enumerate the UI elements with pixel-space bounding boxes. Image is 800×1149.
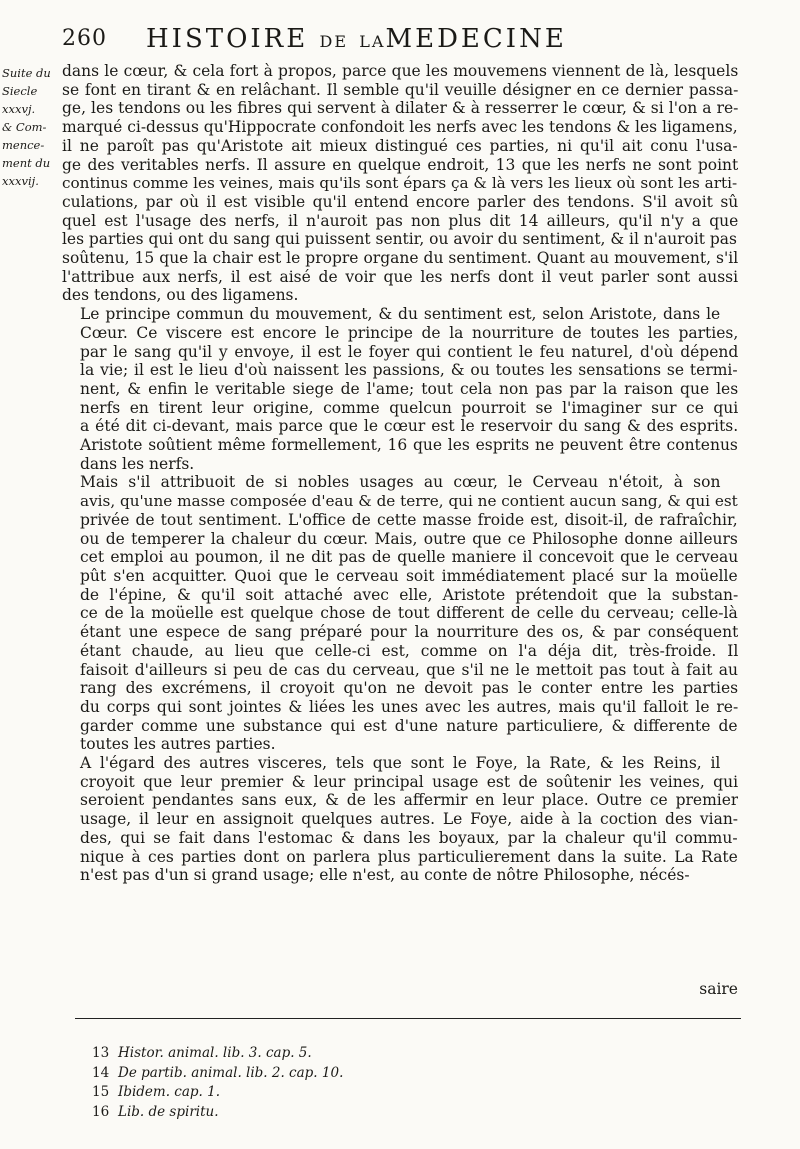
footnote: [92, 1064, 592, 1084]
footnote-number: 16: [92, 1103, 110, 1120]
footnote-number: 15: [92, 1084, 110, 1100]
footnote-text: Histor. animal. lib. 3. cap. 5.: [118, 1045, 312, 1061]
text-line: croyoit que leur premier & leur principal usage est de soûtenir les veines, qui: [80, 772, 738, 791]
footnote: [92, 1044, 592, 1064]
text-line: Aristote soûtient même formellement, 16 que les esprits ne peuvent être contenus: [80, 436, 738, 455]
text-line: n'est pas d'un si grand usage; elle n'est, au conte de nôtre Philosophe, nécés-: [80, 866, 690, 885]
margin-note-line: ment du: [2, 156, 51, 170]
margin-note-line: xxxvij.: [2, 174, 39, 188]
text-line: ce de la moüelle est quelque chose de tout different de celle du cerveau; celle-là: [80, 604, 738, 623]
paragraph: [62, 473, 738, 754]
body-text: [62, 62, 738, 1000]
text-line: pût s'en acquitter. Quoi que le cerveau soit immédiatement placé sur la moüelle: [80, 566, 738, 585]
text-line: soûtenu, 15 que la chair est le propre organe du sentiment. Quant au mouvement, s'il: [62, 249, 738, 268]
text-line: ou de temperer la chaleur du cœur. Mais, outre que ce Philosophe donne ailleurs: [80, 529, 738, 548]
text-line: cet emploi au poumon, il ne dit pas de quelle maniere il concevoit que le cerveau: [80, 548, 738, 567]
footnote-number: 14: [92, 1064, 110, 1081]
text-line: faisoit d'ailleurs si peu de cas du cerveau, que s'il ne le mettoit pas tout à fait au: [80, 660, 738, 679]
margin-note-line: mence-: [2, 138, 45, 152]
text-line: toutes les autres parties.: [80, 735, 276, 754]
text-line: se font en tirant & en relâchant. Il semble qu'il veuille désigner en ce dernier passa-: [62, 80, 738, 99]
running-title-word: MEDECINE: [385, 24, 567, 54]
text-line: l'attribue aux nerfs, il est aisé de voir que les nerfs dont il veut parler sont aussi: [62, 267, 738, 286]
running-title-word: HISTOIRE: [146, 24, 309, 54]
text-line: avis, qu'une masse composée d'eau & de terre, qui ne contient aucun sang, & qui est: [80, 492, 738, 511]
running-title-word: DE: [319, 32, 349, 51]
text-line: étant chaude, au lieu que celle-ci est, comme on l'a déja dit, très-froide. Il: [80, 641, 738, 660]
text-line: a été dit ci-devant, mais parce que le cœur est le reservoir du sang & des esprits.: [80, 417, 738, 436]
text-line: culations, par où il est visible qu'il entend encore parler des tendons. S'il avoit sû: [62, 192, 738, 211]
text-line: ge, les tendons ou les fibres qui servent à dilater & à resserrer le cœur, & si l'on a re-: [62, 99, 738, 118]
text-line: par le sang qu'il y envoye, il est le foyer qui contient le feu naturel, d'où dépend: [80, 342, 738, 361]
text-line: du corps qui sont jointes & liées les unes avec les autres, mais qu'il falloit le re-: [80, 697, 738, 716]
footnote-text: Lib. de spiritu.: [118, 1103, 219, 1120]
margin-note-line: & Com-: [2, 120, 47, 134]
text-line: continus comme les veines, mais qu'ils sont épars ça & là vers les lieux où sont les arti-: [62, 174, 738, 193]
footnote-text: De partib. animal. lib. 2. cap. 10.: [118, 1064, 344, 1081]
text-line: Cœur. Ce viscere est encore le principe de la nourriture de toutes les parties,: [80, 323, 738, 342]
text-line: garder comme une substance qui est d'une nature particuliere, & differente de: [80, 716, 738, 735]
paragraph: [62, 305, 738, 473]
footnote-text: Ibidem. cap. 1.: [118, 1084, 221, 1100]
catchword: saire: [699, 980, 738, 998]
text-line: nerfs en tirent leur origine, comme quelcun pourroit se l'imaginer sur ce qui: [80, 398, 738, 417]
text-line: étant une espece de sang préparé pour la nourriture des os, & par conséquent: [80, 623, 738, 642]
running-title-word: LA: [359, 32, 386, 51]
footnote-rule: [75, 1018, 741, 1019]
footnote: [92, 1083, 592, 1103]
text-line: Mais s'il attribuoit de si nobles usages au cœur, le Cerveau n'étoit, à son: [80, 473, 721, 492]
text-line: rang des excrémens, il croyoit qu'on ne devoit pas le conter entre les parties: [80, 679, 738, 698]
text-line: seroient pendantes sans eux, & de les affermir en leur place. Outre ce premier: [80, 791, 738, 810]
footnotes: [92, 1044, 592, 1122]
text-line: Le principe commun du mouvement, & du sentiment est, selon Aristote, dans le: [80, 305, 721, 324]
text-line: privée de tout sentiment. L'office de cette masse froide est, disoit-il, de rafraîchir,: [80, 510, 738, 529]
text-line: A l'égard des autres visceres, tels que sont le Foye, la Rate, & les Reins, il: [80, 754, 721, 773]
margin-note-line: Siecle: [2, 84, 38, 98]
footnote-number: 13: [92, 1045, 110, 1061]
text-line: dans le cœur, & cela fort à propos, parce que les mouvemens viennent de là, lesquels: [62, 62, 738, 80]
text-line: les parties qui ont du sang qui puissent sentir, ou avoir du sentiment, & il n'auroit pas: [62, 230, 737, 249]
text-line: des, qui se fait dans l'estomac & dans les boyaux, par la chaleur qu'il commu-: [80, 828, 738, 847]
page-header: [62, 22, 682, 56]
margin-note-line: Suite du: [2, 66, 51, 80]
text-line: des tendons, ou des ligamens.: [62, 286, 299, 305]
text-line: ge des veritables nerfs. Il assure en quelque endroit, 13 que les nerfs ne sont point: [62, 155, 738, 174]
paragraph: [62, 754, 738, 885]
footnote: [92, 1103, 592, 1123]
text-line: nique à ces parties dont on parlera plus particulierement dans la suite. La Rate: [80, 847, 738, 866]
margin-notes: [2, 64, 62, 190]
paragraph: [62, 62, 738, 305]
text-line: il ne paroît pas qu'Aristote ait mieux distingué ces parties, ni qu'il ait conu l'usa-: [62, 136, 738, 155]
margin-note-line: xxxvj.: [2, 102, 36, 116]
running-title: [146, 24, 567, 54]
text-line: de l'épine, & qu'il soit attaché avec elle, Aristote prétendoit que la substan-: [80, 585, 738, 604]
text-line: nent, & enfin le veritable siege de l'ame; tout cela non pas par la raison que les: [80, 379, 738, 398]
text-line: dans les nerfs.: [80, 454, 195, 473]
text-line: quel est l'usage des nerfs, il n'auroit pas non plus dit 14 ailleurs, qu'il n'y a que: [62, 211, 738, 230]
text-line: marqué ci-dessus qu'Hippocrate confondoit les nerfs avec les tendons & les ligamens,: [62, 118, 738, 137]
text-line: usage, il leur en assignoit quelques autres. Le Foye, aide à la coction des vian-: [80, 810, 738, 829]
text-line: la vie; il est le lieu d'où naissent les passions, & ou toutes les sensations se termi-: [80, 361, 738, 380]
page-number: 260: [62, 26, 107, 51]
